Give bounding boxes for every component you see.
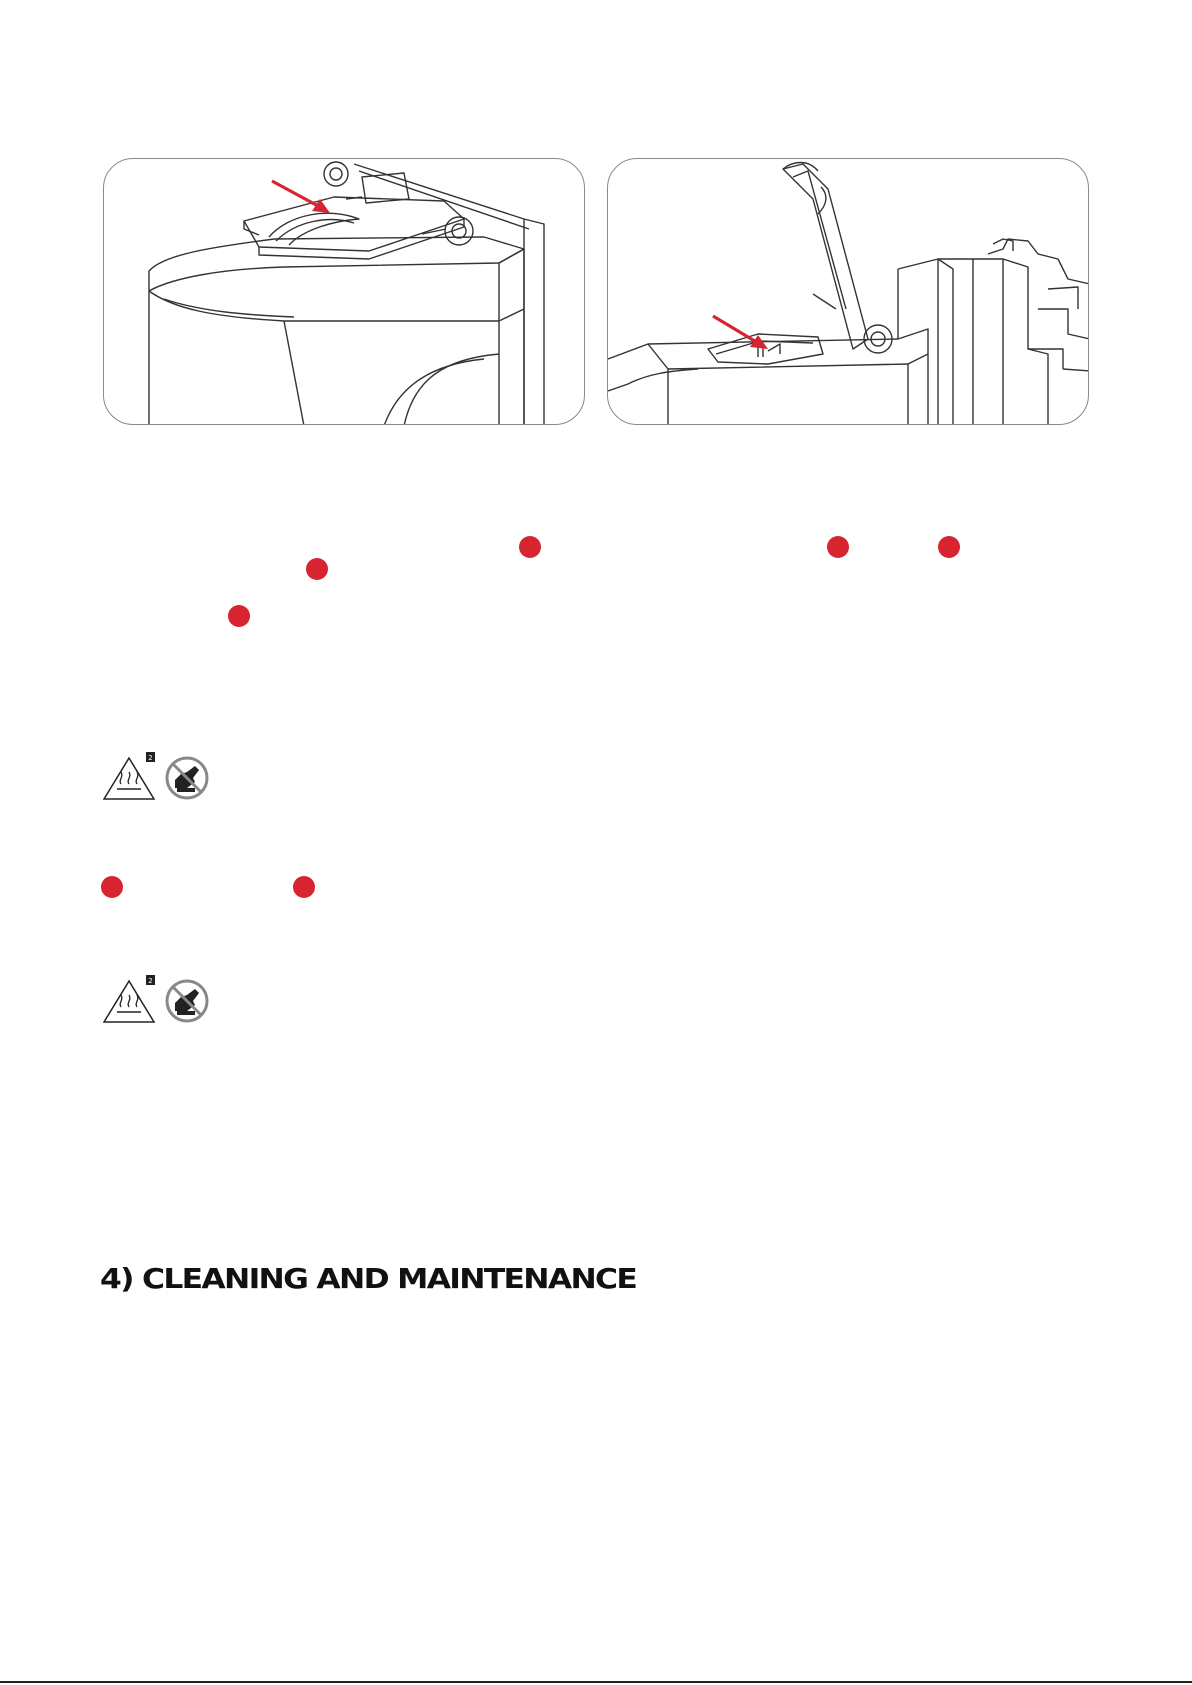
do-not-touch-icon	[167, 981, 207, 1021]
hot-surface-warning-icon	[104, 975, 155, 1022]
lid-closed-illustration	[104, 159, 585, 425]
reference-dot	[827, 536, 849, 558]
svg-text:2: 2	[148, 754, 153, 762]
svg-text:2: 2	[148, 977, 153, 985]
reference-dot	[293, 876, 315, 898]
do-not-touch-icon	[167, 758, 207, 798]
section-heading: 4) CLEANING AND MAINTENANCE	[100, 1262, 637, 1295]
reference-dot	[101, 876, 123, 898]
lid-open-illustration	[608, 159, 1089, 425]
figure-lid-open	[607, 158, 1089, 425]
figure-lid-closed	[103, 158, 585, 425]
reference-dot	[938, 536, 960, 558]
pointer-arrow	[713, 316, 768, 349]
hot-surface-warning-icon	[104, 752, 155, 799]
reference-dot	[519, 536, 541, 558]
safety-symbols	[103, 752, 213, 802]
footer-divider	[0, 1681, 1192, 1683]
reference-dot	[228, 605, 250, 627]
pointer-arrow	[272, 181, 330, 213]
reference-dot	[306, 558, 328, 580]
safety-symbols	[103, 975, 213, 1025]
